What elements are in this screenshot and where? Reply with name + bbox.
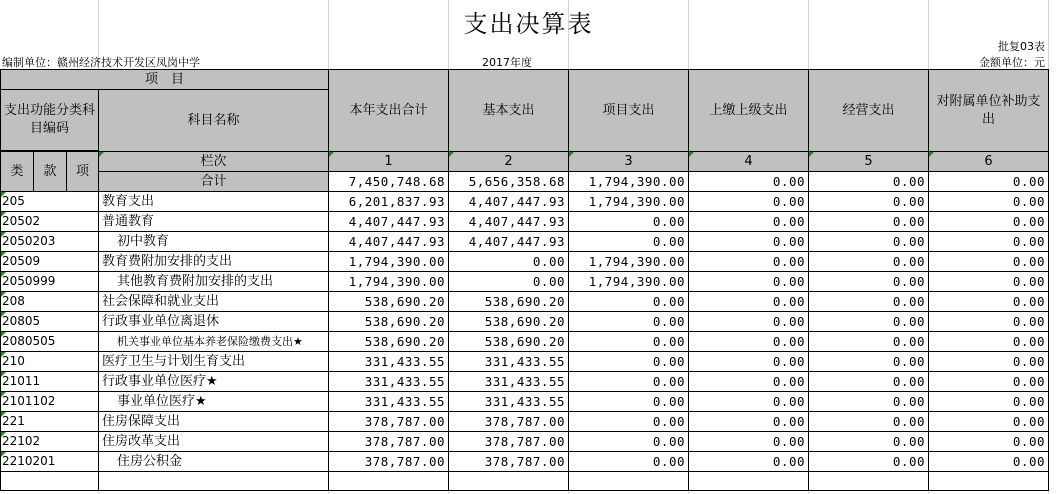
total-value: 0.00	[689, 172, 809, 192]
amount-cell: 0.00	[689, 292, 809, 312]
amount-cell: 331,433.55	[449, 392, 569, 412]
amount-cell: 6,201,837.93	[329, 192, 449, 212]
empty-row	[1, 472, 1049, 491]
empty-cell	[809, 472, 929, 491]
col-header-business: 经营支出	[809, 70, 929, 152]
amount-cell: 0.00	[929, 212, 1049, 232]
table-row	[1, 252, 1049, 272]
amount-cell: 0.00	[809, 392, 929, 412]
subject-name: 事业单位医疗★	[99, 392, 329, 412]
expenditure-table	[0, 69, 1049, 491]
amount-cell: 4,407,447.93	[449, 192, 569, 212]
amount-cell: 0.00	[569, 212, 689, 232]
amount-cell: 0.00	[929, 192, 1049, 212]
amount-cell: 0.00	[929, 452, 1049, 472]
amount-cell: 0.00	[809, 332, 929, 352]
table-row	[1, 332, 1049, 352]
col-num-4: 4	[689, 152, 809, 172]
amount-cell: 378,787.00	[329, 432, 449, 452]
subject-name: 其他教育费附加安排的支出	[99, 272, 329, 292]
amount-cell: 1,794,390.00	[569, 192, 689, 212]
amount-cell: 378,787.00	[329, 452, 449, 472]
empty-cell	[569, 472, 689, 491]
amount-cell: 0.00	[689, 412, 809, 432]
compiling-unit: 编制单位：赣州经济技术开发区凤岗中学	[2, 56, 200, 69]
amount-cell: 0.00	[929, 412, 1049, 432]
subject-name: 住房公积金	[99, 452, 329, 472]
amount-cell: 0.00	[449, 252, 569, 272]
amount-cell: 0.00	[689, 432, 809, 452]
empty-cell	[929, 472, 1049, 491]
amount-cell: 0.00	[929, 352, 1049, 372]
subject-name: 初中教育	[99, 232, 329, 252]
subject-name: 行政事业单位离退休	[99, 312, 329, 332]
total-label: 合计	[99, 172, 329, 192]
amount-cell: 538,690.20	[329, 312, 449, 332]
amount-cell: 4,407,447.93	[449, 232, 569, 252]
amount-cell: 0.00	[809, 232, 929, 252]
subject-name: 社会保障和就业支出	[99, 292, 329, 312]
amount-cell: 378,787.00	[449, 412, 569, 432]
amount-cell: 538,690.20	[449, 332, 569, 352]
table-row	[1, 212, 1049, 232]
amount-cell: 0.00	[689, 252, 809, 272]
amount-cell: 331,433.55	[329, 372, 449, 392]
amount-cell: 0.00	[809, 312, 929, 332]
amount-cell: 0.00	[809, 272, 929, 292]
subject-code: 20509	[1, 252, 99, 272]
subject-code: 205	[1, 192, 99, 212]
subject-code: 20502	[1, 212, 99, 232]
table-row	[1, 272, 1049, 292]
amount-cell: 0.00	[689, 192, 809, 212]
amount-cell: 0.00	[809, 452, 929, 472]
amount-cell: 1,794,390.00	[569, 252, 689, 272]
money-unit: 金额单位：元	[979, 56, 1045, 69]
lei-header: 类	[1, 152, 34, 192]
amount-cell: 0.00	[929, 392, 1049, 412]
amount-cell: 0.00	[929, 232, 1049, 252]
amount-cell: 0.00	[929, 292, 1049, 312]
amount-cell: 538,690.20	[449, 292, 569, 312]
page-title: 支出决算表	[463, 10, 594, 38]
amount-cell: 538,690.20	[329, 292, 449, 312]
col-index-label: 栏次	[99, 152, 329, 172]
empty-cell	[449, 472, 569, 491]
subject-name: 普通教育	[99, 212, 329, 232]
amount-cell: 0.00	[689, 352, 809, 372]
total-value: 5,656,358.68	[449, 172, 569, 192]
amount-cell: 0.00	[809, 432, 929, 452]
empty-cell	[99, 472, 329, 491]
total-value: 7,450,748.68	[329, 172, 449, 192]
amount-cell: 0.00	[689, 392, 809, 412]
amount-cell: 0.00	[569, 292, 689, 312]
col-header-total: 本年支出合计	[329, 70, 449, 152]
subject-code: 2050203	[1, 232, 99, 252]
amount-cell: 0.00	[569, 452, 689, 472]
subject-code: 2101102	[1, 392, 99, 412]
subject-name: 教育支出	[99, 192, 329, 212]
subject-name: 机关事业单位基本养老保险缴费支出★	[99, 332, 329, 352]
table-row	[1, 312, 1049, 332]
project-header: 项 目	[1, 70, 329, 90]
subject-name: 住房保障支出	[99, 412, 329, 432]
amount-cell: 331,433.55	[449, 352, 569, 372]
table-row	[1, 432, 1049, 452]
subject-code: 2050999	[1, 272, 99, 292]
subject-code: 2080505	[1, 332, 99, 352]
table-row	[1, 372, 1049, 392]
subject-name: 教育费附加安排的支出	[99, 252, 329, 272]
empty-cell	[329, 472, 449, 491]
amount-cell: 378,787.00	[449, 452, 569, 472]
amount-cell: 0.00	[569, 352, 689, 372]
fiscal-year: 2017年度	[482, 56, 532, 69]
table-row	[1, 192, 1049, 212]
amount-cell: 0.00	[569, 312, 689, 332]
amount-cell: 0.00	[809, 352, 929, 372]
table-row	[1, 352, 1049, 372]
table-row	[1, 452, 1049, 472]
subject-code: 20805	[1, 312, 99, 332]
amount-cell: 0.00	[449, 272, 569, 292]
amount-cell: 0.00	[689, 452, 809, 472]
amount-cell: 0.00	[809, 212, 929, 232]
subject-name: 行政事业单位医疗★	[99, 372, 329, 392]
xiang-header: 项	[67, 152, 99, 192]
amount-cell: 0.00	[569, 432, 689, 452]
amount-cell: 4,407,447.93	[329, 212, 449, 232]
amount-cell: 1,794,390.00	[569, 272, 689, 292]
col-header-upper: 上缴上级支出	[689, 70, 809, 152]
kuan-header: 款	[34, 152, 67, 192]
subject-code: 21011	[1, 372, 99, 392]
amount-cell: 538,690.20	[449, 312, 569, 332]
amount-cell: 0.00	[929, 432, 1049, 452]
amount-cell: 378,787.00	[449, 432, 569, 452]
col-header-subsidy: 对附属单位补助支出	[929, 70, 1049, 152]
empty-cell	[1, 472, 99, 491]
amount-cell: 331,433.55	[329, 392, 449, 412]
total-value: 0.00	[929, 172, 1049, 192]
amount-cell: 1,794,390.00	[329, 252, 449, 272]
col-header-basic: 基本支出	[449, 70, 569, 152]
amount-cell: 0.00	[569, 232, 689, 252]
table-row	[1, 232, 1049, 252]
amount-cell: 0.00	[569, 392, 689, 412]
amount-cell: 0.00	[929, 332, 1049, 352]
subject-code: 208	[1, 292, 99, 312]
amount-cell: 4,407,447.93	[329, 232, 449, 252]
form-number: 批复03表	[998, 40, 1045, 53]
subject-code: 210	[1, 352, 99, 372]
amount-cell: 0.00	[569, 412, 689, 432]
col-num-6: 6	[929, 152, 1049, 172]
col-num-2: 2	[449, 152, 569, 172]
total-value: 1,794,390.00	[569, 172, 689, 192]
amount-cell: 4,407,447.93	[449, 212, 569, 232]
amount-cell: 331,433.55	[449, 372, 569, 392]
amount-cell: 0.00	[929, 272, 1049, 292]
amount-cell: 0.00	[689, 272, 809, 292]
amount-cell: 0.00	[569, 372, 689, 392]
amount-cell: 0.00	[689, 372, 809, 392]
amount-cell: 331,433.55	[329, 352, 449, 372]
amount-cell: 0.00	[929, 372, 1049, 392]
amount-cell: 0.00	[569, 332, 689, 352]
table-row	[1, 392, 1049, 412]
subject-code: 2210201	[1, 452, 99, 472]
amount-cell: 0.00	[929, 252, 1049, 272]
amount-cell: 0.00	[809, 192, 929, 212]
amount-cell: 0.00	[809, 252, 929, 272]
func-code-header: 支出功能分类科目编码	[1, 90, 99, 151]
subject-name: 医疗卫生与计划生育支出	[99, 352, 329, 372]
table-row	[1, 292, 1049, 312]
amount-cell: 0.00	[809, 412, 929, 432]
amount-cell: 0.00	[929, 312, 1049, 332]
total-value: 0.00	[809, 172, 929, 192]
table-row	[1, 412, 1049, 432]
amount-cell: 0.00	[809, 372, 929, 392]
empty-cell	[689, 472, 809, 491]
amount-cell: 0.00	[809, 292, 929, 312]
amount-cell: 0.00	[689, 212, 809, 232]
col-num-5: 5	[809, 152, 929, 172]
col-num-3: 3	[569, 152, 689, 172]
col-num-1: 1	[329, 152, 449, 172]
subject-name-header: 科目名称	[99, 90, 329, 152]
amount-cell: 1,794,390.00	[329, 272, 449, 292]
amount-cell: 0.00	[689, 332, 809, 352]
amount-cell: 0.00	[689, 312, 809, 332]
amount-cell: 538,690.20	[329, 332, 449, 352]
col-header-project: 项目支出	[569, 70, 689, 152]
subject-code: 221	[1, 412, 99, 432]
subject-name: 住房改革支出	[99, 432, 329, 452]
amount-cell: 378,787.00	[329, 412, 449, 432]
amount-cell: 0.00	[689, 232, 809, 252]
subject-code: 22102	[1, 432, 99, 452]
